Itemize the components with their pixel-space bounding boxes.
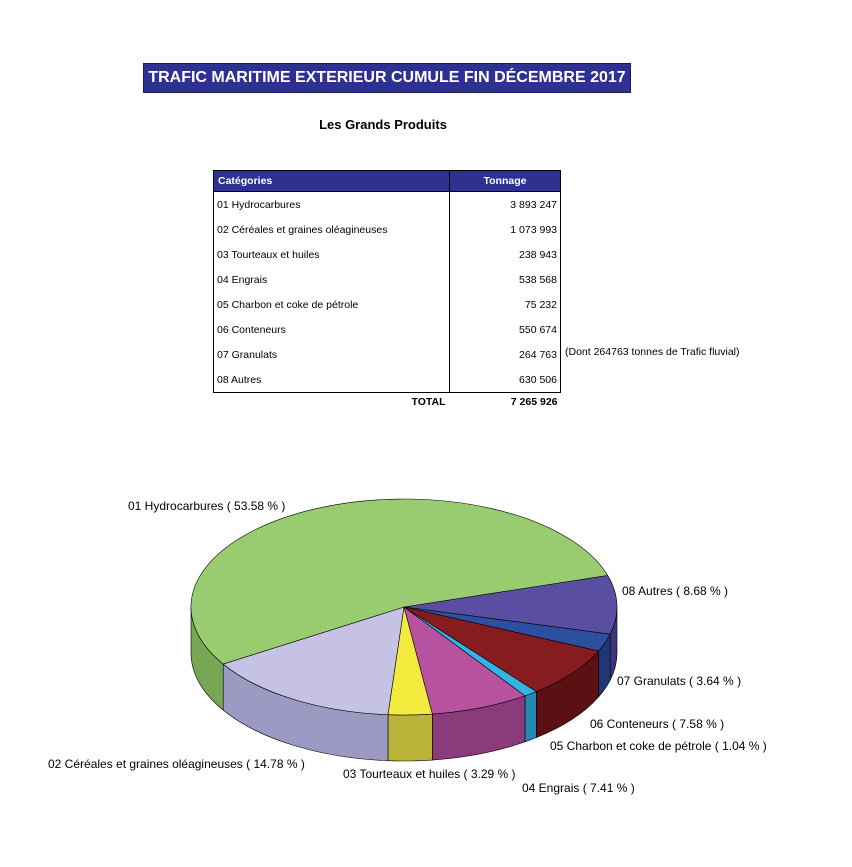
pie-label: 01 Hydrocarbures ( 53.58 % ) <box>128 499 286 513</box>
pie-top <box>191 499 617 715</box>
header-tonnage: Tonnage <box>450 171 561 192</box>
row-tonnage: 630 506 <box>450 367 561 393</box>
row-category: 03 Tourteaux et huiles <box>214 242 450 267</box>
row-category: 04 Engrais <box>214 267 450 292</box>
subtitle: Les Grands Produits <box>319 117 447 132</box>
pie-label: 06 Conteneurs ( 7.58 % ) <box>590 717 725 731</box>
row-category: 02 Céréales et graines oléagineuses <box>214 217 450 242</box>
pie-side-06 <box>525 692 536 742</box>
row-tonnage: 75 232 <box>450 292 561 317</box>
pie-label: 04 Engrais ( 7.41 % ) <box>522 781 635 795</box>
pie-side-04 <box>388 714 432 761</box>
row-tonnage: 1 073 993 <box>450 217 561 242</box>
row-category: 07 Granulats <box>214 342 450 367</box>
header-category: Catégories <box>214 171 450 192</box>
row-category: 01 Hydrocarbures <box>214 192 450 218</box>
row-category: 08 Autres <box>214 367 450 393</box>
row-category: 05 Charbon et coke de pétrole <box>214 292 450 317</box>
fluvial-note: (Dont 264763 tonnes de Trafic fluvial) <box>565 346 740 358</box>
row-tonnage: 550 674 <box>450 317 561 342</box>
pie-label: 05 Charbon et coke de pétrole ( 1.04 % ) <box>550 739 767 753</box>
row-category: 06 Conteneurs <box>214 317 450 342</box>
pie-label: 07 Granulats ( 3.64 % ) <box>617 674 742 688</box>
row-tonnage: 264 763 <box>450 342 561 367</box>
row-tonnage: 3 893 247 <box>450 192 561 218</box>
row-tonnage: 538 568 <box>450 267 561 292</box>
total-label: TOTAL <box>411 396 446 408</box>
row-tonnage: 238 943 <box>450 242 561 267</box>
pie-label: 03 Tourteaux et huiles ( 3.29 % ) <box>343 767 516 781</box>
page-title: TRAFIC MARITIME EXTERIEUR CUMULE FIN DÉCEMBRE 2017 <box>143 63 631 93</box>
total-value: 7 265 926 <box>510 396 558 408</box>
pie-label: 08 Autres ( 8.68 % ) <box>622 584 729 598</box>
pie-label: 02 Céréales et graines oléagineuses ( 14.78 % ) <box>48 757 305 771</box>
